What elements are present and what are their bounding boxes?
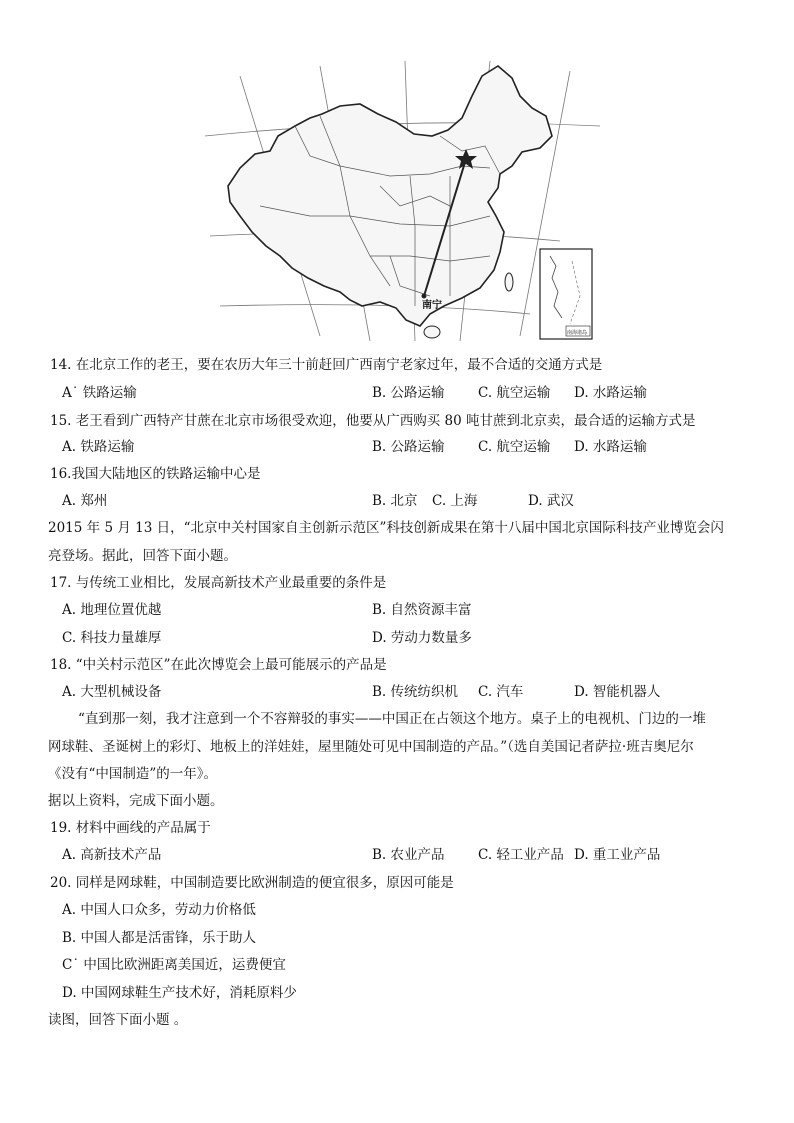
question-18-option-d: D. 智能机器人: [574, 684, 661, 700]
passage-2-line-3: 《没有“中国制造”的一年》。: [48, 766, 218, 782]
passage-2-line-4: 据以上资料，完成下面小题。: [48, 793, 224, 809]
question-15-option-b: B. 公路运输: [372, 439, 445, 455]
question-15-option-d: D. 水路运输: [574, 439, 647, 455]
china-railway-map: [200, 56, 610, 344]
question-18-stem: 18. “中关村示范区”在此次博览会上最可能展示的产品是: [50, 657, 387, 673]
question-19-option-d: D. 重工业产品: [574, 847, 661, 863]
question-18-option-a: A. 大型机械设备: [62, 684, 162, 700]
question-14-stem: 14. 在北京工作的老王，要在农历大年三十前赶回广西南宁老家过年，最不合适的交通方式是: [50, 357, 603, 373]
question-20-option-c: C˙ 中国比欧洲距离美国近，运费便宜: [62, 957, 286, 973]
question-15-option-a: A. 铁路运输: [62, 439, 135, 455]
question-14-option-d: D. 水路运输: [574, 385, 647, 401]
question-20-option-d: D. 中国网球鞋生产技术好，消耗原料少: [62, 985, 297, 1001]
question-17-option-c: C. 科技力量雄厚: [62, 630, 162, 646]
question-19-option-a: A. 高新技术产品: [62, 847, 162, 863]
question-19-option-b: B. 农业产品: [372, 847, 445, 863]
question-18-option-c: C. 汽车: [478, 684, 524, 700]
passage-2-line-1: “直到那一刻，我才注意到一个不容辩驳的事实——中国正在占领这个地方。桌子上的电视机、门边的一堆: [78, 711, 706, 727]
passage-1-line-1: 2015 年 5 月 13 日，“北京中关村国家自主创新示范区”科技创新成果在第十八届中国北京国际科技产业博览会闪: [48, 520, 724, 536]
passage-1-line-2: 亮登场。据此，回答下面小题。: [48, 548, 237, 564]
closing-instruction: 读图，回答下面小题 。: [48, 1012, 188, 1028]
question-17-option-b: B. 自然资源丰富: [372, 602, 472, 618]
question-15-stem: 15. 老王看到广西特产甘蔗在北京市场很受欢迎，他要从广西购买 80 吨甘蔗到北京卖，最合适的运输方式是: [50, 413, 696, 429]
passage-2-line-2: 网球鞋、圣诞树上的彩灯、地板上的洋娃娃，屋里随处可见中国制造的产品。”（选自美国记者萨拉·班吉奥尼尔: [48, 739, 694, 755]
question-19-option-c: C. 轻工业产品: [478, 847, 564, 863]
question-17-option-a: A. 地理位置优越: [62, 602, 162, 618]
question-16-stem: 16.我国大陆地区的铁路运输中心是: [50, 466, 261, 482]
question-16-option-b: B. 北京: [372, 493, 418, 509]
question-18-option-b: B. 传统纺织机: [372, 684, 459, 700]
question-15-option-c: C. 航空运输: [478, 439, 551, 455]
question-17-stem: 17. 与传统工业相比，发展高新技术产业最重要的条件是: [50, 575, 387, 591]
inset-label: 南海诸岛: [567, 330, 588, 336]
question-20-option-b: B. 中国人都是活雷锋，乐于助人: [62, 930, 257, 946]
question-14-option-c: C. 航空运输: [478, 385, 551, 401]
question-14-option-b: B. 公路运输: [372, 385, 445, 401]
question-20-option-a: A. 中国人口众多，劳动力价格低: [62, 902, 256, 918]
question-17-option-d: D. 劳动力数量多: [372, 630, 472, 646]
nanning-label: 南宁: [422, 300, 442, 311]
south-china-sea-inset: [540, 249, 592, 339]
question-16-option-d: D. 武汉: [528, 493, 574, 509]
question-19-stem: 19. 材料中画线的产品属于: [50, 820, 211, 836]
china-map-drawing: [200, 56, 610, 344]
question-14-option-a: A˙ 铁路运输: [62, 385, 137, 401]
question-16-option-c: C. 上海: [432, 493, 478, 509]
question-20-stem: 20. 同样是网球鞋，中国制造要比欧洲制造的便宜很多，原因可能是: [50, 875, 454, 891]
question-16-option-a: A. 郑州: [62, 493, 108, 509]
